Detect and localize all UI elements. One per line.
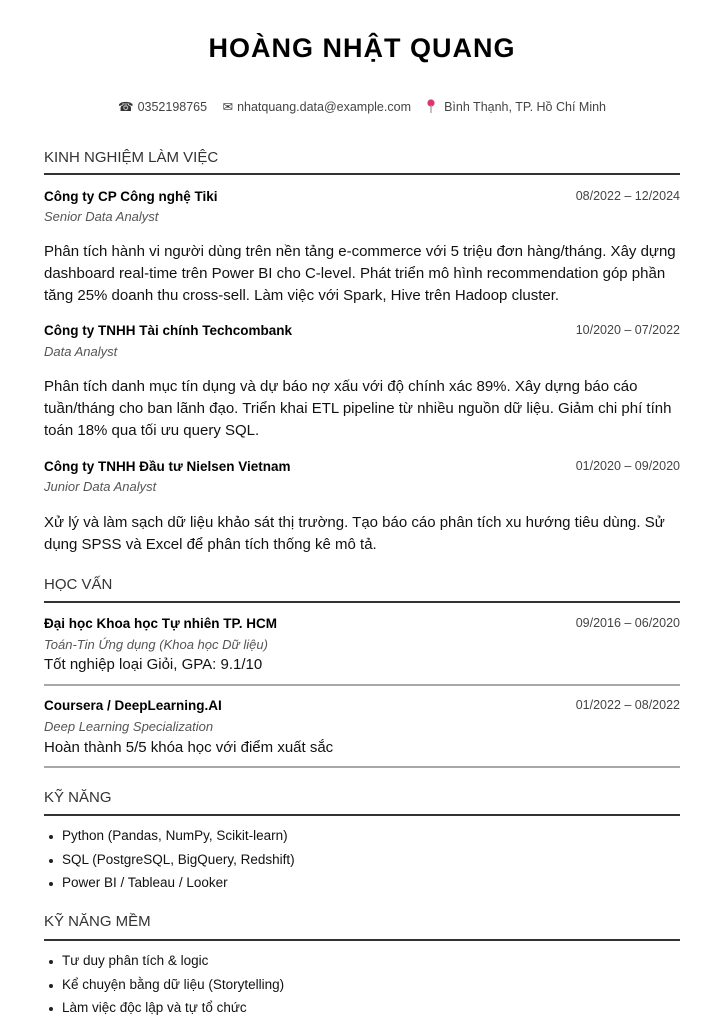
school-name: Đại học Khoa học Tự nhiên TP. HCM [44,616,278,631]
job-role: Senior Data Analyst [44,209,159,224]
section-divider [44,814,680,816]
section-title-experience: KINH NGHIỆM LÀM VIỆC [44,149,219,166]
contact-location [426,99,606,114]
list-item: SQL (PostgreSQL, BigQuery, Redshift) [44,848,295,872]
item-divider [44,766,680,768]
major: Deep Learning Specialization [44,719,214,734]
entry-date: 01/2020 – 09/2020 [575,459,680,473]
item-divider [44,684,680,686]
section-divider [44,601,680,603]
section-title-skills: KỸ NĂNG [44,789,112,806]
phone-text: 0352198765 [137,100,208,114]
section-title-education: HỌC VẤN [44,576,113,593]
entry-date: 01/2022 – 08/2022 [575,698,680,712]
contact-line [44,99,680,114]
job-description: Xử lý và làm sạch dữ liệu khảo sát thị trường. Tạo báo cáo phân tích xu hướng tiêu dùng. Sử dụng SPSS và Excel để phân tích thống kê mô tả. [44,514,665,553]
company-name: Công ty TNHH Đầu tư Nielsen Vietnam [44,459,291,474]
location-pin-icon [426,99,440,114]
section-divider [44,939,680,941]
education-note: Tốt nghiệp loại Giỏi, GPA: 9.1/10 [44,656,263,673]
phone-icon: ☎ [117,100,134,114]
school-name: Coursera / DeepLearning.AI [44,698,222,713]
list-item: Làm việc độc lập và tự tổ chức [44,996,284,1020]
soft-skills-list [44,949,284,1020]
email-text[interactable]: nhatquang.data@example.com [237,100,411,114]
job-role: Data Analyst [44,344,118,359]
major: Toán-Tin Ứng dụng (Khoa học Dữ liệu) [44,637,268,652]
list-item: Kể chuyện bằng dữ liệu (Storytelling) [44,973,284,997]
section-divider [44,173,680,175]
entry-date: 08/2022 – 12/2024 [575,189,680,203]
section-title-soft-skills: KỸ NĂNG MỀM [44,913,151,930]
list-item: Power BI / Tableau / Looker [44,871,295,895]
job-role: Junior Data Analyst [44,479,157,494]
email-icon: ✉ [222,100,234,114]
list-item: Python (Pandas, NumPy, Scikit-learn) [44,824,295,848]
entry-date: 09/2016 – 06/2020 [575,616,680,630]
job-description: Phân tích danh mục tín dụng và dự báo nợ xấu với độ chính xác 89%. Xây dựng báo cáo tuần/tháng cho ban lãnh đạo. Triển khai ETL pipeline từ nhiều nguồn dữ liệu. Giảm chi phí tính toán 18% qua tối ưu query SQL. [44,378,672,439]
contact-email[interactable] [223,99,411,114]
company-name: Công ty TNHH Tài chính Techcombank [44,323,293,338]
job-description: Phân tích hành vi người dùng trên nền tảng e-commerce với 5 triệu đơn hàng/tháng. Xây dựng dashboard real-time trên Power BI cho C-level. Phát triển mô hình recommendation góp phần tăng 25% doanh thu cross-sell. Làm việc với Spark, Hive trên Hadoop cluster. [44,243,676,304]
location-text: Bình Thạnh, TP. Hồ Chí Minh [444,100,606,114]
entry-date: 10/2020 – 07/2022 [575,323,680,337]
company-name: Công ty CP Công nghệ Tiki [44,189,218,204]
candidate-name: HOÀNG NHẬT QUANG [208,33,516,63]
list-item: Tư duy phân tích & logic [44,949,284,973]
skills-list [44,824,295,895]
education-note: Hoàn thành 5/5 khóa học với điểm xuất sắc [44,739,334,756]
contact-phone [118,99,207,114]
